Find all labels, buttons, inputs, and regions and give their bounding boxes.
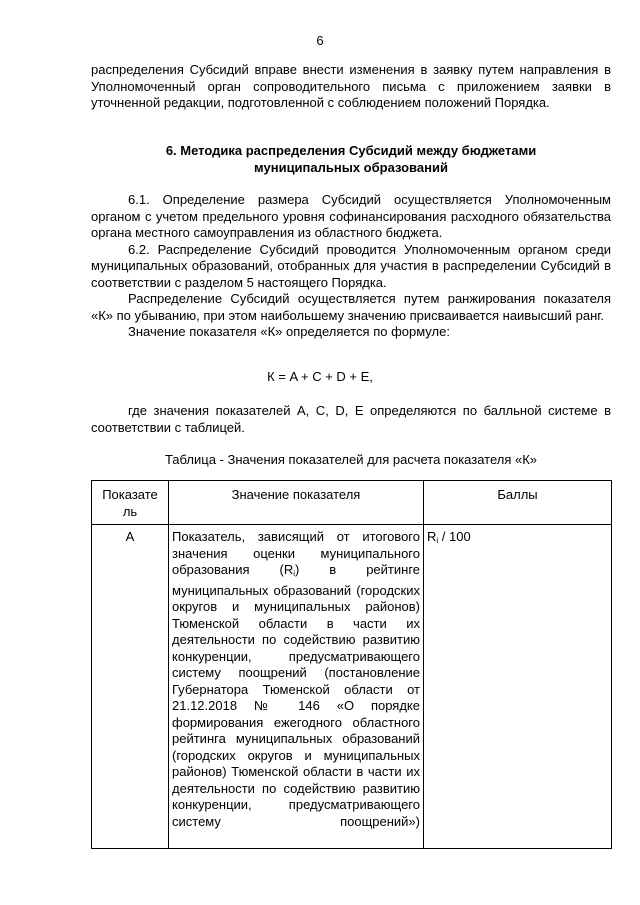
row-description-part-a: Показатель, зависящий от итогового значения оценки муниципального образования (R <box>172 529 420 577</box>
row-indicator: А <box>92 525 169 849</box>
paragraph-ranking: Распределение Субсидий осуществляется путем ранжирования показателя «К» по убыванию, при этом наибольшему значению присваивается наивысший ранг. <box>91 291 611 323</box>
row-description <box>169 525 424 849</box>
where-text: где значения показателей A, C, D, E определяются по балльной системе в соответствии с таблицей. <box>91 403 611 435</box>
where-paragraph <box>91 403 611 436</box>
section-body <box>91 192 611 341</box>
header-indicator-line1: Показате <box>102 487 158 502</box>
section-heading-line1: 6. Методика распределения Субсидий между бюджетами <box>165 143 537 158</box>
row-description-subscript: i <box>293 569 295 578</box>
intro-paragraph <box>91 62 611 112</box>
header-value: Значение показателя <box>169 481 424 525</box>
table-header-row <box>92 481 612 525</box>
intro-text: распределения Субсидий вправе внести изменения в заявку путем направления в Уполномоченный орган сопроводительного письма с приложением заявки в уточненной редакции, подготовленной с соблюдением положений Порядка. <box>91 62 611 110</box>
row-description-part-b: ) в рейтинге муниципальных образований (городских округов и муниципальных районов) Тюменской области в части их деятельности по содействию развитию конкуренции, предусматривающего систему поощрений (постановление Губернатора Тюменской области от 21.12.2018 № 146 «О порядке формирования ежегодного областного рейтинга муниципальных образований (городских округов и муниципальных районов) Тюменской области в части их деятельности по содействию развитию конкуренции, предусматривающего систему поощрений») <box>172 562 421 829</box>
header-indicator <box>92 481 169 525</box>
header-indicator-line2: ль <box>122 503 138 519</box>
paragraph-formula-intro: Значение показателя «К» определяется по формуле: <box>128 324 450 339</box>
page-number: 6 <box>316 33 324 48</box>
formula: К = A + C + D + E, <box>267 369 373 384</box>
section-heading <box>91 143 611 176</box>
row-points-part-a: R <box>427 529 437 544</box>
table-row <box>92 525 612 849</box>
row-points <box>424 525 612 849</box>
paragraph-6-1: 6.1. Определение размера Субсидий осуществляется Уполномоченным органом с учетом предельного уровня софинансирования расходного обязательства органа местного самоуправления из областного бюджета. <box>91 192 611 240</box>
row-points-part-b: / 100 <box>438 529 471 544</box>
row-points-subscript: i <box>436 536 439 545</box>
table-caption: Таблица - Значения показателей для расчета показателя «К» <box>164 452 538 467</box>
header-points: Баллы <box>424 481 612 525</box>
section-heading-line2: муниципальных образований <box>254 159 448 175</box>
indicators-table <box>91 480 612 849</box>
paragraph-6-2: 6.2. Распределение Субсидий проводится Уполномоченным органом среди муниципальных образований, отобранных для участия в распределении Субсидий в соответствии с разделом 5 настоящего Порядка. <box>91 241 611 290</box>
